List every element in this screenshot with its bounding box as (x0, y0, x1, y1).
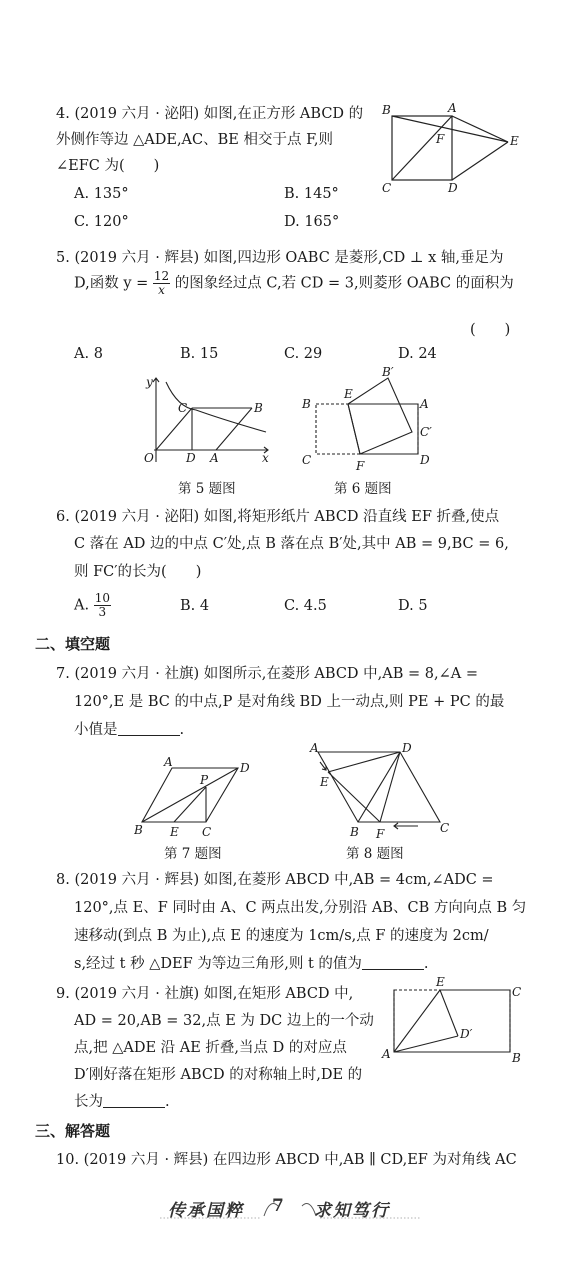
fig6-label-e: E (344, 387, 353, 401)
q4-option-d: D. 165° (284, 214, 340, 230)
q5-figure (140, 372, 280, 468)
q5-fraction (153, 270, 170, 297)
q6-line-3: 则 FC′的长为( ) (74, 564, 202, 580)
footer-page-number: 7 (272, 1196, 286, 1216)
fig8-label-b: B (350, 825, 359, 839)
q6-option-a-label: A. (74, 597, 90, 614)
fig6-label-c: C (302, 453, 312, 467)
q9-label-dp: D′ (460, 1027, 473, 1041)
fig8-label-e: E (320, 775, 329, 789)
q5-line-1: 5. (2019 六月 · 辉县) 如图,四边形 OABC 是菱形,CD ⊥ x 轴,垂足为 (56, 250, 504, 266)
q8-line-4 (74, 952, 429, 973)
fig8-label-f: F (376, 827, 385, 840)
q7-label-p: P (200, 773, 209, 787)
fig6-label-a: A (420, 397, 429, 411)
q9-label-c: C (512, 985, 522, 999)
q9-answer-blank (103, 1093, 165, 1108)
q9-line-5 (74, 1090, 170, 1111)
q4-label-c: C (382, 181, 392, 195)
q7-label-b: B (134, 823, 143, 837)
q4-label-e: E (510, 134, 519, 148)
q6-frac-den: 3 (98, 605, 107, 619)
q6-line-1: 6. (2019 六月 · 泌阳) 如图,将矩形纸片 ABCD 沿直线 EF 折叠,使点 (56, 509, 500, 525)
q6-option-a-fraction (94, 592, 111, 619)
q5-frac-num: 12 (153, 269, 170, 283)
q9-figure (378, 974, 528, 1066)
footer-motto-left: 传承国粹 (168, 1201, 244, 1221)
section-fill-in: 二、填空题 (35, 635, 111, 653)
q9-line-3: 点,把 △ADE 沿 AE 折叠,当点 D 的对应点 (74, 1040, 347, 1056)
fig8-label-c: C (440, 821, 450, 835)
section-answer: 三、解答题 (35, 1122, 111, 1140)
q7-line-2: 120°,E 是 BC 的中点,P 是对角线 BD 上一动点,则 PE + PC 的最 (74, 694, 505, 710)
q9-line-2: AD = 20,AB = 32,点 E 为 DC 边上的一个动 (74, 1013, 374, 1029)
q4-line-2: 外侧作等边 △ADE,AC、BE 相交于点 F,则 (56, 132, 333, 148)
q4-label-d: D (448, 181, 458, 195)
q7-caption: 第 7 题图 (164, 846, 222, 862)
q5-option-c: C. 29 (284, 346, 323, 362)
question-4 (56, 104, 386, 174)
q4-option-c: C. 120° (74, 214, 129, 230)
q5-paren: ( ) (470, 322, 511, 338)
q4-line-3: ∠EFC 为( ) (56, 158, 160, 174)
fig6-label-cp: C′ (420, 425, 432, 439)
q10-line-1: 10. (2019 六月 · 辉县) 在四边形 ABCD 中,AB ∥ CD,EF 为对角线 AC (56, 1152, 517, 1168)
fig8-label-d: D (402, 741, 412, 755)
q7-line-3-text: 小值是 (74, 722, 118, 738)
q9-end: . (165, 1094, 170, 1110)
q7-line-3 (74, 718, 184, 739)
q7-label-c: C (202, 825, 212, 839)
q7-label-d: D (240, 761, 250, 775)
q6-option-a (74, 592, 111, 619)
q5-label-b: B (254, 401, 263, 415)
fig6-label-bp: B′ (382, 366, 394, 379)
q5-caption: 第 5 题图 (178, 481, 236, 497)
q8-figure (306, 740, 456, 840)
q5-label-x: x (262, 451, 269, 465)
q8-line-2: 120°,点 E、F 同时由 A、C 两点出发,分别沿 AB、CB 方向向点 B 匀 (74, 900, 527, 916)
fig6-label-d: D (420, 453, 430, 467)
q8-line-1: 8. (2019 六月 · 辉县) 如图,在菱形 ABCD 中,AB = 4cm,∠ADC = (56, 872, 494, 888)
q8-line-4-text: s,经过 t 秒 △DEF 为等边三角形,则 t 的值为 (74, 956, 362, 972)
q9-label-a: A (382, 1047, 391, 1061)
fig6-label-f: F (356, 459, 365, 472)
q6-figure (296, 366, 438, 472)
q4-figure (376, 100, 526, 196)
q6-caption: 第 6 题图 (334, 481, 392, 497)
q4-option-b: B. 145° (284, 186, 339, 202)
q7-answer-blank (118, 721, 180, 736)
q6-option-c: C. 4.5 (284, 598, 327, 614)
footer-motto-right: 求知笃行 (314, 1201, 390, 1221)
q6-option-b: B. 4 (180, 598, 210, 614)
q5-label-c: C (178, 401, 188, 415)
q7-label-e: E (170, 825, 179, 839)
q6-option-d: D. 5 (398, 598, 428, 614)
q4-line-1: 4. (2019 六月 · 泌阳) 如图,在正方形 ABCD 的 (56, 106, 364, 122)
q6-line-2: C 落在 AD 边的中点 C′处,点 B 落在点 B′处,其中 AB = 9,BC = 6, (74, 536, 509, 552)
q5-label-o: O (144, 451, 154, 465)
q4-label-b: B (382, 103, 391, 117)
q6-frac-num: 10 (94, 591, 110, 605)
q5-line-2-post: 的图象经过点 C,若 CD = 3,则菱形 OABC 的面积为 (174, 275, 514, 292)
q5-option-a: A. 8 (74, 346, 103, 362)
q8-caption: 第 8 题图 (346, 846, 404, 862)
q5-label-d: D (186, 451, 196, 465)
q5-line-2-pre: D,函数 y = (74, 275, 149, 292)
q5-frac-den: x (158, 283, 165, 297)
q5-label-y: y (146, 375, 153, 389)
q7-label-a: A (164, 755, 173, 769)
q5-line-2 (74, 270, 514, 297)
q9-label-e: E (436, 975, 445, 989)
q4-option-a: A. 135° (74, 186, 129, 202)
q5-option-d: D. 24 (398, 346, 437, 362)
q9-line-1: 9. (2019 六月 · 社旗) 如图,在矩形 ABCD 中, (56, 986, 354, 1002)
q7-end: . (179, 722, 185, 738)
q8-line-3: 速移动(到点 B 为止),点 E 的速度为 1cm/s,点 F 的速度为 2cm/ (74, 928, 489, 944)
q8-end: . (423, 956, 429, 972)
q4-label-a: A (448, 101, 457, 115)
fig6-label-b: B (302, 397, 311, 411)
q9-label-b: B (512, 1051, 521, 1065)
q5-label-a: A (210, 451, 219, 465)
q5-option-b: B. 15 (180, 346, 219, 362)
q9-line-5-text: 长为 (74, 1094, 103, 1110)
fig8-label-a: A (310, 741, 319, 755)
q7-line-1: 7. (2019 六月 · 社旗) 如图所示,在菱形 ABCD 中,AB = 8,∠A = (56, 666, 478, 682)
q4-label-f: F (436, 132, 445, 146)
q8-answer-blank (362, 955, 424, 970)
q7-figure (134, 752, 264, 840)
q9-line-4: D′刚好落在矩形 ABCD 的对称轴上时,DE 的 (74, 1067, 363, 1083)
